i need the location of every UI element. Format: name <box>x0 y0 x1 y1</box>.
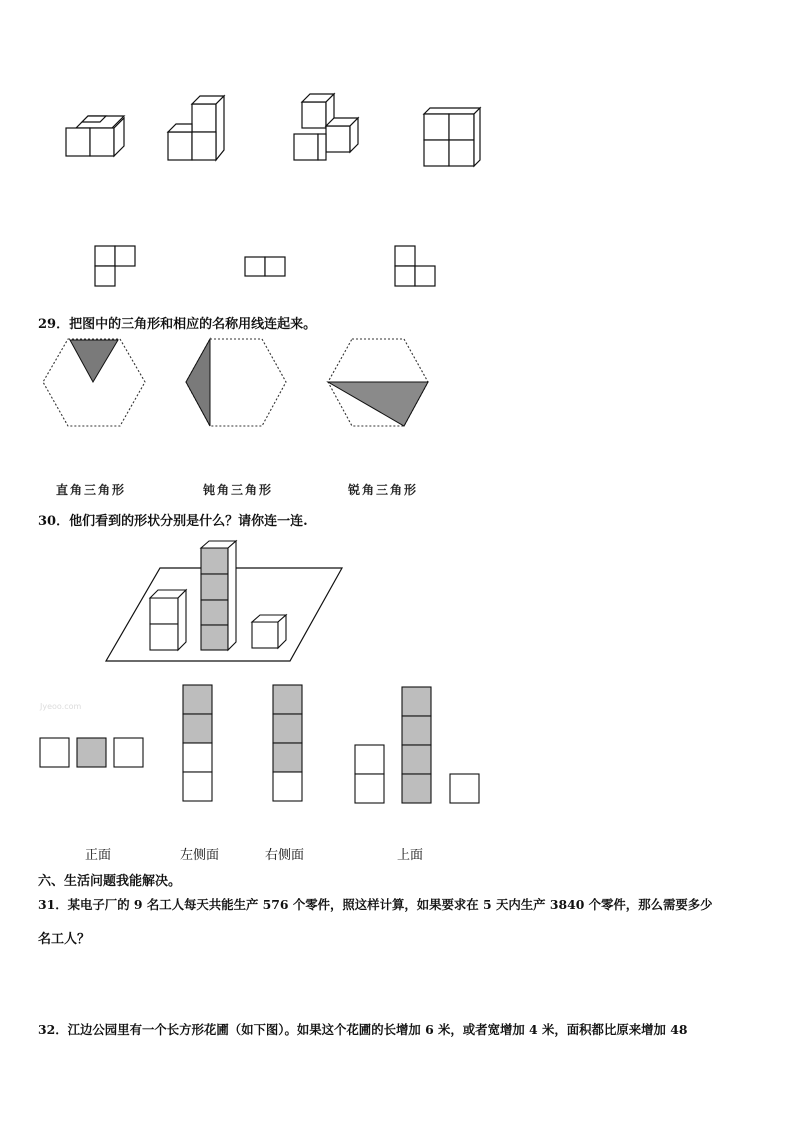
tall-stack <box>201 541 236 650</box>
view-label-front: 正面 <box>85 848 112 863</box>
view-option-left <box>183 685 212 801</box>
triangle-name-acute: 锐角三角形 <box>348 483 419 497</box>
section-6-title: 六、生活问题我能解决。 <box>38 874 182 889</box>
view-option-front <box>40 738 143 767</box>
view-label-right: 右侧面 <box>265 848 305 863</box>
left-stack <box>150 590 186 650</box>
triangle-name-obtuse: 钝角三角形 <box>203 483 274 497</box>
triangle-name-right: 直角三角形 <box>56 483 127 497</box>
watermark: Jyeoo.com <box>40 702 82 711</box>
view-option-top <box>355 687 479 803</box>
question-30-prompt: 30．他们看到的形状分别是什么？请你连一连. <box>38 514 308 529</box>
question-31-line-1: 31．某电子厂的 9 名工人每天共能生产 576 个零件，照这样计算，如果要求在 5 天内生产 3840 个零件，那么需要多少 <box>38 897 713 912</box>
view-label-left: 左侧面 <box>180 848 220 863</box>
view-option-right <box>273 685 302 801</box>
question-32-line-1: 32．江边公园里有一个长方形花圃（如下图）。如果这个花圃的长增加 6 米，或者宽增加 4 米，面积都比原来增加 48 <box>38 1022 688 1037</box>
question-31-line-2: 名工人？ <box>38 932 91 947</box>
question-29-prompt: 29．把图中的三角形和相应的名称用线连起来。 <box>38 317 317 332</box>
view-label-top: 上面 <box>397 848 424 863</box>
single-cube <box>252 615 286 648</box>
